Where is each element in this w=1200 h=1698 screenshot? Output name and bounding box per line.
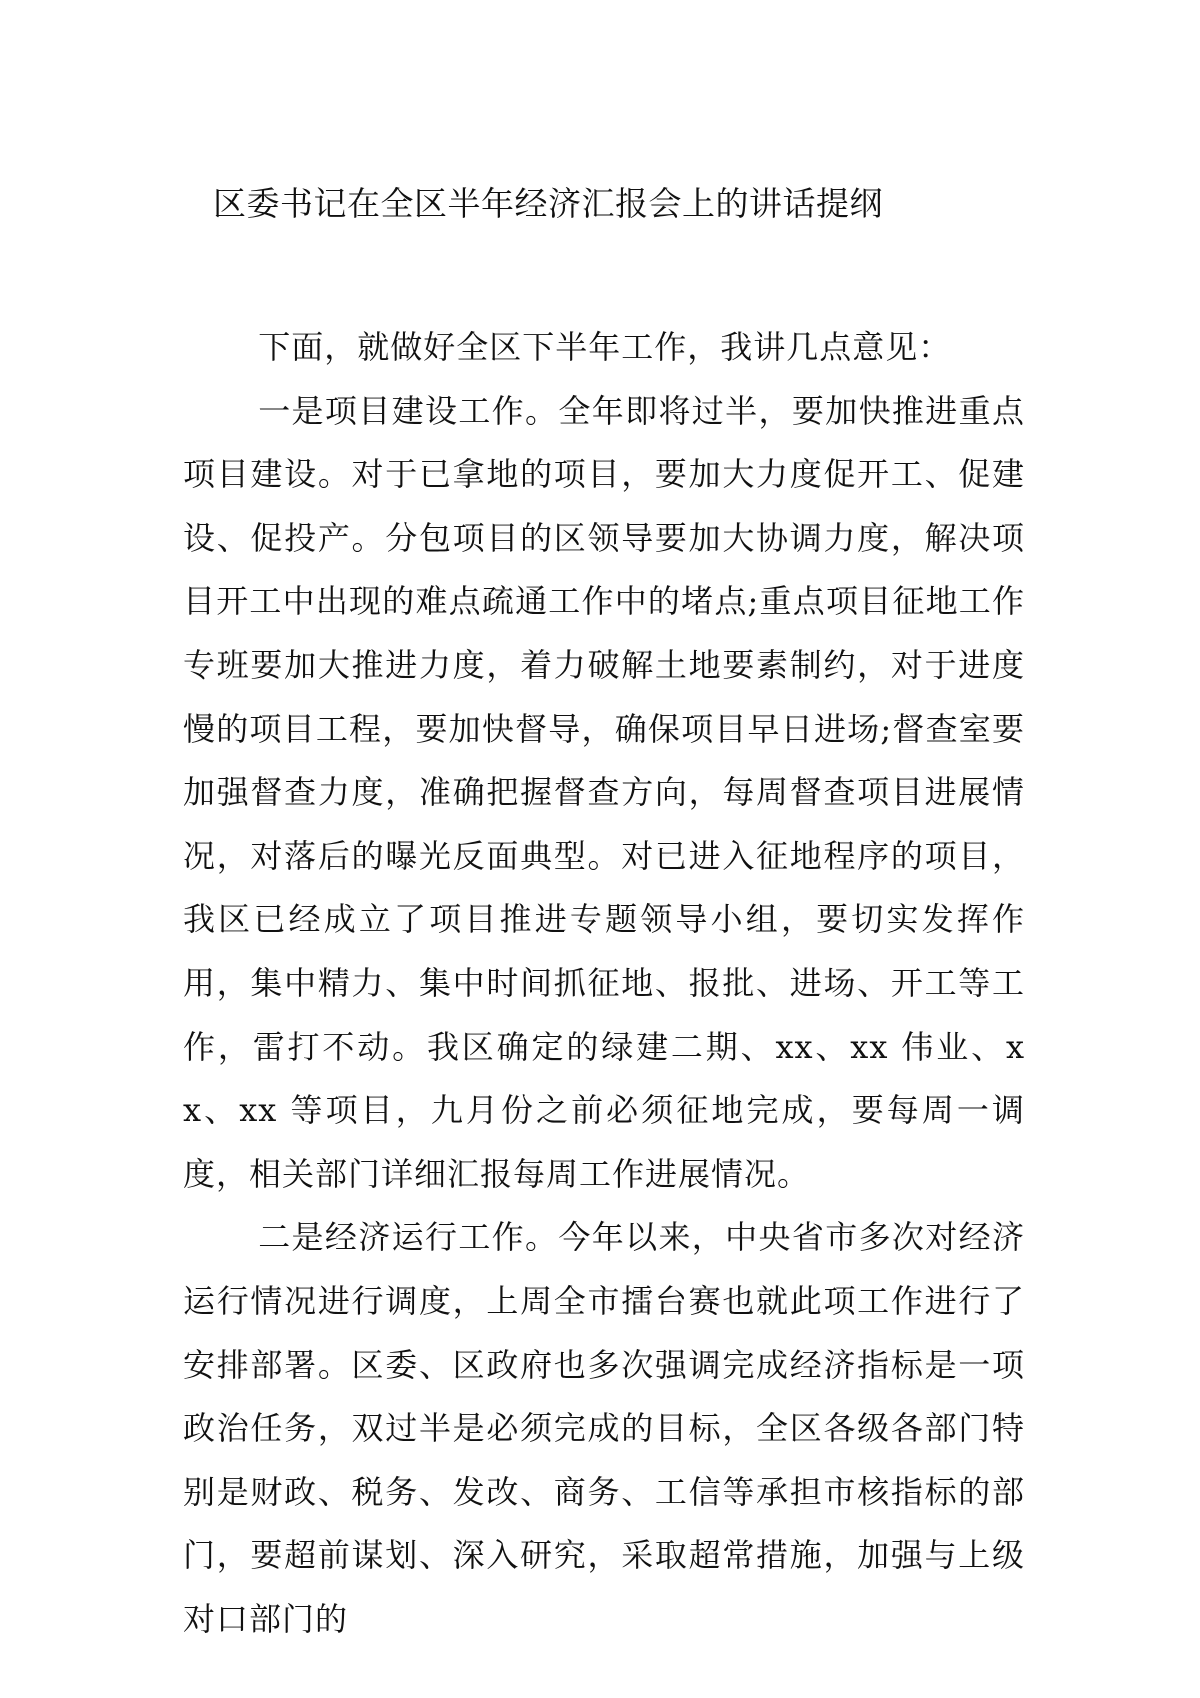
document-title: 区委书记在全区半年经济汇报会上的讲话提纲	[213, 184, 883, 223]
paragraph-intro: 下面，就做好全区下半年工作，我讲几点意见：	[258, 328, 952, 366]
paragraph-project-construction: 一是项目建设工作。全年即将过半，要加快推进重点项目建设。对于已拿地的项目，要加大力度促开工、促建设、促投产。分包项目的区领导要加大协调力度，解决项目开工中出现的难点疏通工作中的堵点;重点项目征地工作专班要加大推进力度，着力破解土地要素制约，对于进度慢的项目工程，要加快督导，确保项目早日进场;督查室要加强督查力度，准确把握督查方向，每周督查项目进展情况，对落后的曝光反面典型。对已进入征地程序的项目，我区已经成立了项目推进专题领导小组，要切实发挥作用，集中精力、集中时间抓征地、报批、进场、开工等工作，雷打不动。我区确定的绿建二期、xx、xx 伟业、xx、xx 等项目，九月份之前必须征地完成，要每周一调度，相关部门详细汇报每周工作进展情况。	[183, 391, 1025, 1193]
paragraph-economic-operation: 二是经济运行工作。今年以来，中央省市多次对经济运行情况进行调度，上周全市擂台赛也就此项工作进行了安排部署。区委、区政府也多次强调完成经济指标是一项政治任务，双过半是必须完成的目标，全区各级各部门特别是财政、税务、发改、商务、工信等承担市核指标的部门，要超前谋划、深入研究，采取超常措施，加强与上级对口部门的	[183, 1218, 1025, 1638]
document-body	[183, 316, 1025, 1651]
